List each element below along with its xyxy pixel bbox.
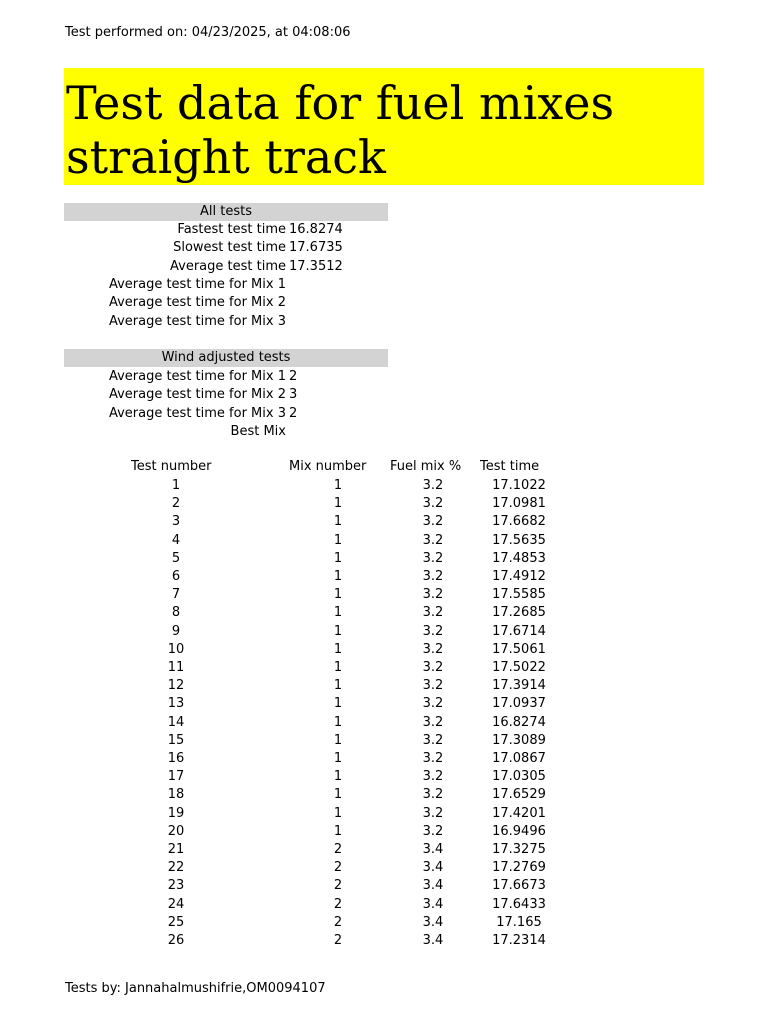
wind-adjusted-value: 2 bbox=[289, 405, 298, 421]
table-cell: 3.2 bbox=[422, 732, 444, 748]
table-cell: 17.6682 bbox=[492, 514, 546, 530]
all-tests-label: Average test time for Mix 1 bbox=[108, 276, 286, 292]
col-header-fuel-mix: Fuel mix % bbox=[390, 459, 462, 474]
table-cell: 6 bbox=[171, 569, 181, 584]
table-cell: 3.2 bbox=[422, 678, 444, 694]
table-cell: 25 bbox=[167, 914, 185, 930]
table-cell: 18 bbox=[167, 787, 185, 803]
table-cell: 1 bbox=[333, 550, 343, 566]
all-tests-row bbox=[64, 258, 464, 276]
wind-adjusted-row bbox=[64, 423, 464, 441]
table-cell: 12 bbox=[167, 678, 185, 694]
table-cell: 17.4853 bbox=[492, 550, 546, 566]
table-cell: 17.2314 bbox=[492, 933, 546, 948]
col-header-test-time: Test time bbox=[480, 459, 540, 474]
table-cell: 17.2685 bbox=[492, 605, 546, 621]
table-cell: 24 bbox=[167, 896, 185, 912]
table-cell: 2 bbox=[333, 896, 343, 912]
all-tests-row bbox=[64, 294, 464, 312]
table-cell: 1 bbox=[333, 496, 343, 512]
table-cell: 11 bbox=[167, 660, 185, 675]
table-cell: 22 bbox=[167, 860, 185, 876]
all-tests-row bbox=[64, 239, 464, 257]
table-cell: 17.4912 bbox=[492, 569, 546, 584]
table-cell: 10 bbox=[167, 641, 185, 657]
table-cell: 17.5585 bbox=[492, 587, 546, 603]
table-cell: 7 bbox=[171, 587, 181, 603]
all-tests-value: 16.8274 bbox=[289, 222, 343, 237]
table-cell: 3.2 bbox=[422, 569, 444, 584]
table-cell: 2 bbox=[333, 914, 343, 930]
table-cell: 16.8274 bbox=[492, 714, 546, 730]
wind-adjusted-value: 3 bbox=[289, 387, 298, 403]
table-cell: 8 bbox=[171, 605, 181, 621]
table-cell: 1 bbox=[333, 623, 343, 639]
wind-adjusted-label: Average test time for Mix 3 bbox=[108, 405, 286, 421]
table-cell: 2 bbox=[171, 496, 181, 512]
wind-adjusted-label: Average test time for Mix 1 bbox=[108, 369, 286, 384]
table-cell: 3.2 bbox=[422, 714, 444, 730]
table-cell: 3.2 bbox=[422, 587, 444, 603]
table-cell: 16 bbox=[167, 751, 185, 766]
wind-adjusted-row bbox=[64, 405, 464, 423]
wind-adjusted-row bbox=[64, 368, 464, 386]
table-cell: 17.6433 bbox=[492, 896, 546, 912]
table-cell: 3 bbox=[171, 514, 181, 530]
col-header-mix-number: Mix number bbox=[289, 459, 367, 474]
table-cell: 3.2 bbox=[422, 532, 444, 548]
table-cell: 1 bbox=[333, 714, 343, 730]
table-cell: 1 bbox=[333, 678, 343, 694]
table-cell: 3.2 bbox=[422, 769, 444, 785]
table-cell: 17.165 bbox=[496, 914, 542, 930]
all-tests-label: Average test time for Mix 2 bbox=[108, 295, 286, 311]
table-cell: 17.2769 bbox=[492, 860, 546, 876]
table-cell: 1 bbox=[333, 478, 343, 493]
all-tests-heading: All tests bbox=[64, 203, 388, 221]
table-cell: 21 bbox=[167, 842, 185, 857]
table-cell: 3.2 bbox=[422, 660, 444, 675]
table-cell: 1 bbox=[333, 660, 343, 675]
table-cell: 3.2 bbox=[422, 478, 444, 493]
all-tests-value: 17.3512 bbox=[289, 258, 343, 274]
table-cell: 17.0937 bbox=[492, 696, 546, 712]
table-cell: 3.2 bbox=[422, 605, 444, 621]
table-cell: 1 bbox=[333, 732, 343, 748]
table-cell: 3.2 bbox=[422, 550, 444, 566]
table-cell: 17.0981 bbox=[492, 496, 546, 512]
table-cell: 17.6529 bbox=[492, 787, 546, 803]
table-cell: 3.2 bbox=[422, 623, 444, 639]
table-cell: 13 bbox=[167, 696, 185, 712]
table-cell: 1 bbox=[333, 605, 343, 621]
table-cell: 3.4 bbox=[422, 896, 444, 912]
table-cell: 2 bbox=[333, 878, 343, 894]
table-cell: 17.1022 bbox=[492, 478, 546, 493]
all-tests-label: Fastest test time bbox=[177, 222, 286, 237]
table-cell: 1 bbox=[333, 823, 343, 839]
table-cell: 17.5022 bbox=[492, 660, 546, 675]
all-tests-row bbox=[64, 276, 464, 294]
all-tests-label: Slowest test time bbox=[173, 240, 286, 256]
table-cell: 17.4201 bbox=[492, 805, 546, 821]
table-cell: 3.2 bbox=[422, 641, 444, 657]
table-cell: 3.4 bbox=[422, 878, 444, 894]
table-cell: 3.2 bbox=[422, 514, 444, 530]
table-cell: 1 bbox=[333, 769, 343, 785]
wind-adjusted-value: 2 bbox=[289, 369, 298, 384]
all-tests-row bbox=[64, 313, 464, 331]
wind-adjusted-label: Best Mix bbox=[230, 423, 286, 439]
table-cell: 23 bbox=[167, 878, 185, 894]
wind-adjusted-row bbox=[64, 386, 464, 404]
table-cell: 3.2 bbox=[422, 496, 444, 512]
wind-adjusted-label: Average test time for Mix 2 bbox=[108, 387, 286, 403]
table-cell: 14 bbox=[167, 714, 185, 730]
table-cell: 1 bbox=[333, 751, 343, 766]
all-tests-label: Average test time for Mix 3 bbox=[108, 313, 286, 329]
table-cell: 3.2 bbox=[422, 823, 444, 839]
table-cell: 1 bbox=[333, 569, 343, 584]
test-performed-timestamp: Test performed on: 04/23/2025, at 04:08:06 bbox=[65, 25, 351, 40]
table-cell: 4 bbox=[171, 532, 181, 548]
table-cell: 3.2 bbox=[422, 696, 444, 712]
table-cell: 1 bbox=[333, 514, 343, 530]
table-cell: 3.4 bbox=[422, 933, 444, 948]
table-cell: 17.6714 bbox=[492, 623, 546, 639]
table-cell: 17 bbox=[167, 769, 185, 785]
table-cell: 17.0867 bbox=[492, 751, 546, 766]
table-cell: 2 bbox=[333, 933, 343, 948]
table-cell: 1 bbox=[333, 805, 343, 821]
table-cell: 1 bbox=[333, 587, 343, 603]
table-cell: 2 bbox=[333, 860, 343, 876]
table-cell: 5 bbox=[171, 550, 181, 566]
table-cell: 1 bbox=[171, 478, 181, 493]
title-banner bbox=[64, 68, 704, 185]
table-cell: 3.2 bbox=[422, 751, 444, 766]
table-cell: 16.9496 bbox=[492, 823, 546, 839]
table-cell: 3.2 bbox=[422, 787, 444, 803]
table-cell: 3.4 bbox=[422, 914, 444, 930]
table-cell: 3.4 bbox=[422, 860, 444, 876]
table-cell: 26 bbox=[167, 933, 185, 948]
table-cell: 17.0305 bbox=[492, 769, 546, 785]
table-cell: 17.3089 bbox=[492, 732, 546, 748]
wind-adjusted-heading: Wind adjusted tests bbox=[64, 349, 388, 367]
table-cell: 1 bbox=[333, 787, 343, 803]
table-cell: 17.5635 bbox=[492, 532, 546, 548]
table-cell: 17.6673 bbox=[492, 878, 546, 894]
table-cell: 1 bbox=[333, 641, 343, 657]
table-cell: 3.4 bbox=[422, 842, 444, 857]
tests-by-footer: Tests by: Jannahalmushifrie,OM0094107 bbox=[65, 981, 326, 996]
table-cell: 2 bbox=[333, 842, 343, 857]
table-cell: 15 bbox=[167, 732, 185, 748]
table-cell: 20 bbox=[167, 823, 185, 839]
page-title: Test data for fuel mixes straight track bbox=[66, 76, 615, 184]
table-cell: 3.2 bbox=[422, 805, 444, 821]
table-cell: 17.5061 bbox=[492, 641, 546, 657]
table-cell: 1 bbox=[333, 532, 343, 548]
table-cell: 17.3914 bbox=[492, 678, 546, 694]
all-tests-row bbox=[64, 221, 464, 239]
col-header-test-number: Test number bbox=[131, 459, 212, 474]
table-cell: 9 bbox=[171, 623, 181, 639]
table-cell: 19 bbox=[167, 805, 185, 821]
all-tests-label: Average test time bbox=[170, 258, 286, 274]
table-cell: 17.3275 bbox=[492, 842, 546, 857]
table-cell: 1 bbox=[333, 696, 343, 712]
all-tests-value: 17.6735 bbox=[289, 240, 343, 256]
